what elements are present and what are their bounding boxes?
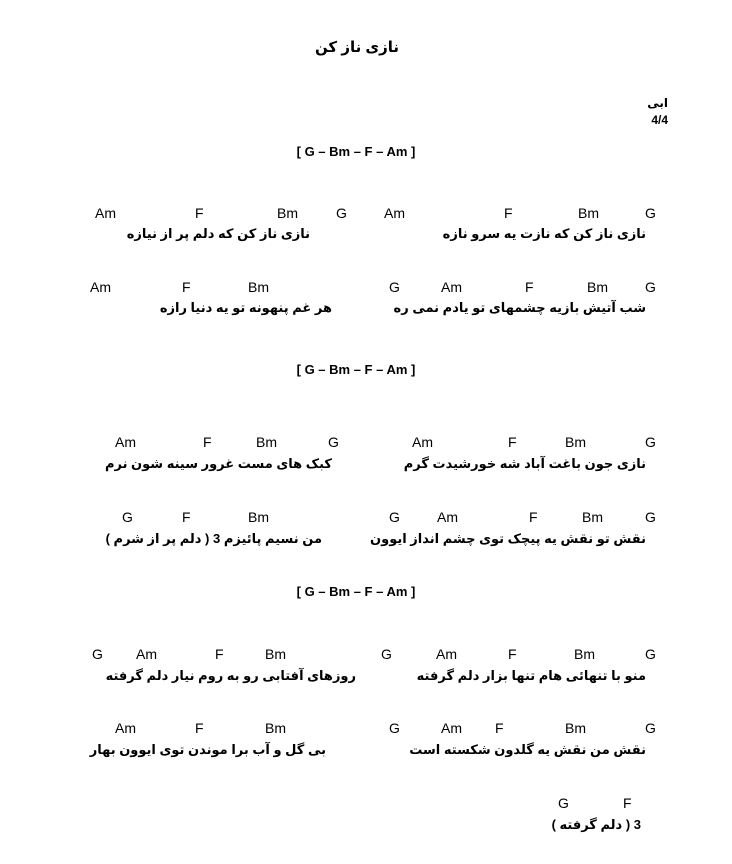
lyric-segment: 3 ( دلم گرفته ) xyxy=(551,817,641,832)
lyric-segment: نازی ناز کن که نازت یه سرو نازه xyxy=(442,226,646,241)
chord: F xyxy=(623,795,632,811)
chord: G xyxy=(328,434,339,450)
chord: Bm xyxy=(248,279,269,295)
chord: G xyxy=(336,205,347,221)
chord: G xyxy=(389,279,400,295)
chord: F xyxy=(203,434,212,450)
chord: G xyxy=(389,720,400,736)
chord: Bm xyxy=(565,720,586,736)
chord: G xyxy=(645,509,656,525)
lyric-segment: شب آتیش بازیه چشمهای تو یادم نمی ره xyxy=(393,300,646,315)
page-title: نازی ناز کن xyxy=(314,39,400,56)
chord: Bm xyxy=(582,509,603,525)
chord: Am xyxy=(384,205,405,221)
chord: G xyxy=(645,434,656,450)
lyric-segment: من نسیم پائیزم 3 ( دلم پر از شرم ) xyxy=(105,531,322,546)
chord: G xyxy=(645,279,656,295)
lyric-segment: روزهای آفتابی رو به روم نیار دلم گرفته xyxy=(105,668,356,683)
artist-name: ابی xyxy=(647,96,668,110)
lyric-segment: کبک های مست غرور سینه شون نرم xyxy=(104,456,332,471)
chord: G xyxy=(122,509,133,525)
chord-progression: [ G – Bm – F – Am ] xyxy=(296,144,416,159)
lyric-segment: نقش تو نقش یه پیچک توی چشم انداز ایوون xyxy=(370,531,646,546)
chord: Am xyxy=(436,646,457,662)
chord: Am xyxy=(441,720,462,736)
lyric-segment: نازی ناز کن که دلم پر از نیازه xyxy=(126,226,310,241)
chord: F xyxy=(508,646,517,662)
chord: G xyxy=(558,795,569,811)
chord: Bm xyxy=(587,279,608,295)
chord: F xyxy=(195,720,204,736)
chord: F xyxy=(182,509,191,525)
chord: Bm xyxy=(248,509,269,525)
chord: Bm xyxy=(565,434,586,450)
chord: Am xyxy=(441,279,462,295)
lyric-segment: هر غم پنهونه تو یه دنیا رازه xyxy=(159,300,332,315)
chord-progression: [ G – Bm – F – Am ] xyxy=(296,584,416,599)
chord: G xyxy=(389,509,400,525)
time-signature: 4/4 xyxy=(651,113,668,127)
chord: G xyxy=(381,646,392,662)
chord: G xyxy=(645,646,656,662)
chord: F xyxy=(504,205,513,221)
lyric-segment: منو با تنهائی هام تنها بزار دلم گرفته xyxy=(416,668,646,683)
chord: Am xyxy=(115,720,136,736)
chord: Bm xyxy=(574,646,595,662)
chord: F xyxy=(182,279,191,295)
chord: Bm xyxy=(265,646,286,662)
chord: F xyxy=(215,646,224,662)
chord: G xyxy=(92,646,103,662)
chord: Am xyxy=(115,434,136,450)
chord: Bm xyxy=(256,434,277,450)
chord: G xyxy=(645,720,656,736)
chord: Am xyxy=(437,509,458,525)
chord: Am xyxy=(136,646,157,662)
chord: Bm xyxy=(265,720,286,736)
lyric-segment: نازی جون باغت آباد شه خورشیدت گرم xyxy=(403,456,646,471)
chord: Am xyxy=(412,434,433,450)
lyric-segment: بی گل و آب برا موندن توی ایوون بهار xyxy=(89,742,326,757)
chord: F xyxy=(195,205,204,221)
chord: F xyxy=(529,509,538,525)
chord: Am xyxy=(90,279,111,295)
chord: F xyxy=(508,434,517,450)
lyric-segment: نقش من نقش یه گلدون شکسته است xyxy=(409,742,646,757)
chord: Am xyxy=(95,205,116,221)
chord: G xyxy=(645,205,656,221)
chord: F xyxy=(495,720,504,736)
chord: F xyxy=(525,279,534,295)
chord-progression: [ G – Bm – F – Am ] xyxy=(296,362,416,377)
chord: Bm xyxy=(578,205,599,221)
chord: Bm xyxy=(277,205,298,221)
